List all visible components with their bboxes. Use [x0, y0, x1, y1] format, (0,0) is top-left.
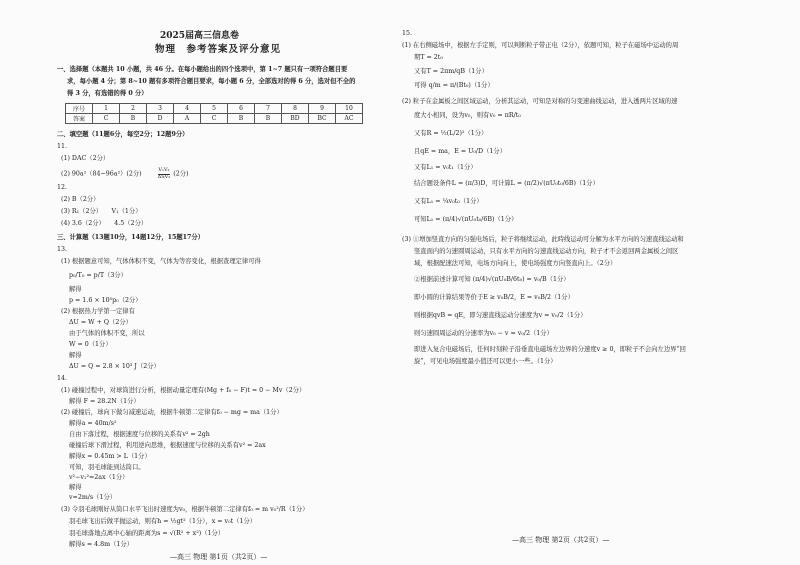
question-number: 13.: [57, 246, 68, 253]
answer-line: 又有L₁ = v₀t₁（1分）: [414, 164, 477, 171]
answer-line: 即小圆的计算结果等价于E ≥ v₀B/2，E = v₀B/2（1分）: [414, 294, 574, 301]
answer-line: 可知，羽毛球能到达筒口。: [69, 464, 145, 471]
answer-line: 解得 F = 28.2N（1分）: [69, 398, 140, 405]
table-header-row: [66, 104, 363, 114]
table-cell: 10: [336, 104, 363, 114]
answer-line: 解得x = 0.45m > L（1分）: [69, 453, 151, 460]
table-cell: B: [228, 114, 255, 124]
answer-line: 碰撞后球下滑过程，利用逆向思维，根据速度与位移的关系有v² = 2ax: [69, 442, 266, 449]
answer-line: ΔU = W + Q（2分）: [69, 319, 132, 326]
section-1-text: 求，每小题 4 分；第 8~10 题有多项符合题目要求，每小题 6 分，全部选对的得 6 分，选对但不全的: [67, 78, 356, 85]
table-cell: A: [174, 114, 201, 124]
answer-line: W = 0（1分）: [69, 341, 112, 348]
answer-table: [65, 103, 363, 124]
table-cell: 7: [255, 104, 282, 114]
table-cell: 4: [174, 104, 201, 114]
doc-title: 2025届高三信息卷: [160, 31, 240, 41]
answer-line: (1) 根据题意可知，气体体积不变，气体为等容变化，根据查理定律可得: [61, 258, 261, 265]
answer-line: [61, 168, 189, 180]
answer-text: (2) 90a²（84~96a²）(2分): [61, 170, 142, 178]
answer-line: 自由下落过程，根据速度与位移的关系有v² = 2gh: [69, 431, 210, 438]
answer-line: 又有T = 2πm/qB（1分）: [414, 68, 488, 75]
page-2: [402, 0, 797, 565]
question-number: 15.: [402, 30, 413, 37]
table-cell: 2: [120, 104, 147, 114]
answer-text: (2分): [173, 170, 189, 178]
table-cell: C: [201, 114, 228, 124]
answer-line: 竖直面内的匀速圆周运动，只有水平方向的匀速直线运动方向，粒子才不会返回两金属板之间区: [414, 248, 679, 255]
fraction-denominator: ΔSV₂: [157, 173, 171, 180]
answer-line: 可知L₁ = (π/4)√(πU₀t₀/6B)（1分）: [414, 216, 518, 223]
table-cell: 9: [309, 104, 336, 114]
table-cell: 5: [201, 104, 228, 114]
page-footer: —高三 物理 第2页（共2页）—: [512, 536, 610, 544]
answer-line: (1) 在右侧磁场中，根据左手定则，可以判断粒子带正电（2分），依题可知，粒子在磁场中运动的周: [402, 42, 679, 49]
table-cell: B: [255, 114, 282, 124]
answer-line: (2) 粒子在金属板之间区域运动，分析其运动，可知是对称的匀变速曲线运动，进入透两片区域的速: [402, 98, 678, 105]
answer-line: 域，根据配速法可知，电场方向向上，使电场强度方向竖直向上。（2分）: [414, 260, 617, 267]
answer-line: 期T = 2t₀: [414, 54, 443, 61]
section-2-heading: 二、填空题（11题6分，每空2分；12题9分）: [57, 131, 189, 138]
answer-line: 解得: [69, 484, 82, 491]
answer-line: 由于气体的体积不变，所以: [69, 330, 145, 337]
answer-line: 解得: [69, 352, 82, 359]
answer-line: 解得a = 40m/s²: [69, 420, 117, 427]
answer-line: 且qE = ma，E = U₀/D（1分）: [414, 148, 506, 155]
page-1: [55, 0, 395, 565]
answer-line: 羽毛球落地点离中心轴的距离为s = √(R² + x²)（1分）: [69, 530, 225, 537]
answer-line: 结合题设条件L = (π/3)D，可计算L = (π/2)√(πU₀t₀/6B)（1分）: [414, 180, 599, 187]
answer-line: (2) 碰撞后，球向下做匀减速运动，根据牛顿第二定律有f₀ − mg = ma（1分）: [61, 409, 283, 416]
answer-line: p = 1.6 × 10⁵p₀（2分）: [69, 297, 142, 304]
answer-line: 可得 q/m = π/(Bt₀)（1分）: [414, 82, 494, 89]
table-answer-row: [66, 114, 363, 124]
doc-subtitle: 物理 参考答案及评分意见: [155, 44, 282, 55]
page-footer: —高三 物理 第1页（共2页）—: [170, 553, 268, 561]
answer-line: v²−v₁²=2ax（1分）: [69, 474, 129, 481]
fraction: [158, 168, 171, 180]
answer-line: (1) DAC（2分）: [61, 155, 110, 162]
answer-line: 羽毛球飞出后做平抛运动，则有h = ½gt²（1分），x = v₀t（1分）: [69, 518, 257, 525]
table-cell: 8: [282, 104, 309, 114]
answer-line: (2) 根据热力学第一定律有: [61, 308, 135, 315]
answer-line: p₀/T₀ = p/T（3分）: [69, 272, 127, 279]
table-cell: 3: [147, 104, 174, 114]
answer-line: 旋”，可见电场强度最小值还可以更小一些。（1分）: [414, 358, 557, 365]
question-number: 11.: [57, 143, 68, 150]
table-cell: 序号: [66, 104, 93, 114]
section-1-text: 一、选择题（本题共 10 小题，共 46 分。在每小题给出的四个选项中，第 1~7 题只有一项符合题目要: [57, 66, 348, 73]
answer-line: (2) B（2分）: [61, 196, 100, 203]
table-cell: C: [93, 114, 120, 124]
question-number: 12.: [57, 184, 68, 191]
answer-line: 则匀速圆周运动的分速率为v₀ − v = v₀/2（1分）: [414, 330, 553, 337]
answer-line: 解得: [69, 286, 82, 293]
section-1-text: 得 3 分，有选错的得 0 分）: [67, 90, 148, 97]
answer-line: ②根据前述计算可知 (π/4)√(πU₀B/6t₀) = v₀/B（1分）: [414, 276, 570, 283]
answer-line: (3) ①增加竖直方向的匀强电场后，粒子将继续运动，此時线运动可分解为水平方向的匀速直线运动和: [402, 236, 684, 243]
answer-line: (3) R₁（2分） V₁（1分）: [61, 208, 142, 215]
answer-line: 又有R = ½(L/2)²（1分）: [414, 130, 488, 137]
table-cell: B: [120, 114, 147, 124]
table-cell: 1: [93, 104, 120, 114]
table-cell: 答案: [66, 114, 93, 124]
section-3-heading: 三、计算题（13题10分，14题12分，15题17分）: [57, 234, 205, 241]
answer-line: (4) 3.6（2分） 4.5（2分）: [61, 220, 148, 227]
answer-line: (1) 碰撞过程中，对球筒进行分析，根据动量定理有(Mg + f₀ − F)t = 0 − Mv（2分）: [61, 387, 306, 394]
answer-line: 又有L₁ = ¼v₀t₀（1分）: [414, 198, 483, 205]
table-cell: BC: [309, 114, 336, 124]
answer-line: 度大小相同，设为v₀，则有v₀ = πR/t₀: [414, 112, 521, 119]
table-cell: AC: [336, 114, 363, 124]
answer-line: v=2m/s（1分）: [69, 494, 117, 501]
question-number: 14.: [57, 375, 68, 382]
answer-line: 则根据qvB = qE，即匀速直线运动分速度为v = v₀/2（1分）: [414, 312, 587, 319]
answer-line: ΔU = Q = 2.8 × 10³ J（2分）: [69, 363, 160, 370]
table-cell: 6: [228, 104, 255, 114]
table-cell: D: [147, 114, 174, 124]
answer-line: (3) 令羽毛球刚好从筒口水平飞出时速度为v₀，根据牛顿第二定律有f₀ = m v₀²/R（1分）: [61, 506, 309, 513]
fraction-numerator: V₁V₂: [158, 167, 170, 173]
answer-line: 解得s = 4.8m（1分）: [69, 541, 133, 548]
answer-line: 即进入复合电磁场后，任何时刻粒子沿垂直电磁场左边界的分速度v ≥ 0，即粒子不会向左边界“回: [414, 346, 686, 353]
table-cell: BD: [282, 114, 309, 124]
